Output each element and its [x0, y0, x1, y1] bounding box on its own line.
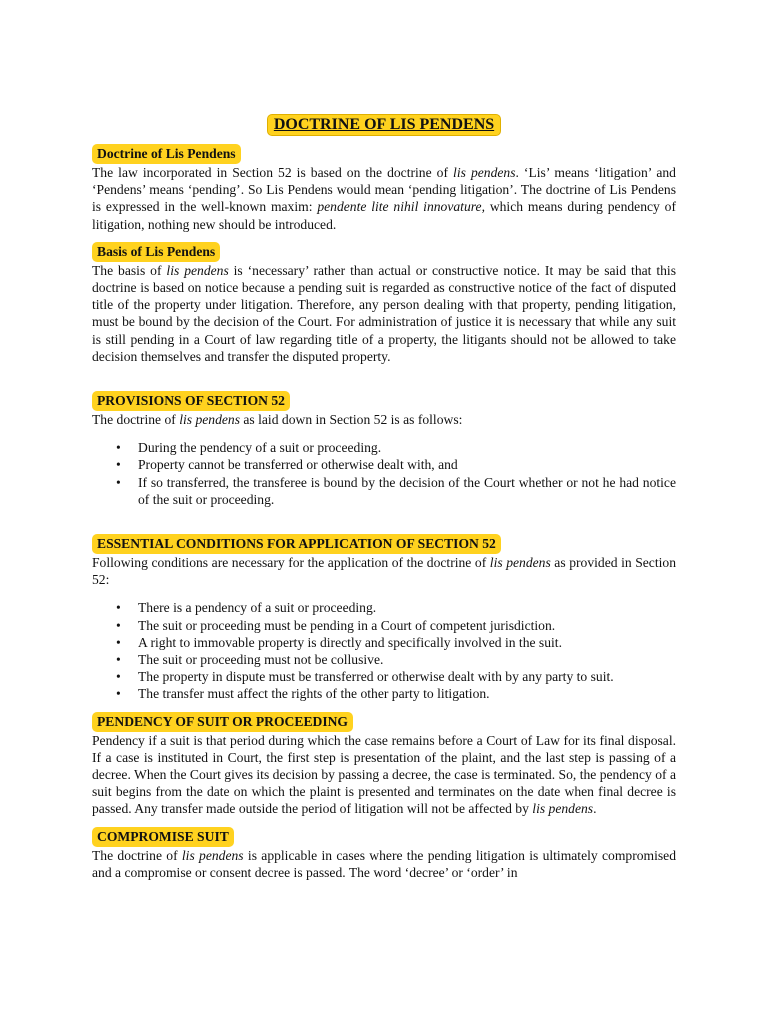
text-run: Following conditions are necessary for the application of the doctrine of	[92, 555, 490, 571]
sections-container	[92, 144, 676, 881]
list-item: • Property cannot be transferred or otherwise dealt with, and	[138, 456, 676, 473]
section-heading-text: COMPROMISE SUIT	[92, 827, 234, 847]
italic-term: lis pendens	[166, 262, 229, 278]
italic-term: lis pendens	[489, 555, 551, 571]
section-paragraph	[92, 262, 676, 365]
section	[92, 242, 676, 365]
section-heading	[92, 534, 676, 554]
section-heading-text: ESSENTIAL CONDITIONS FOR APPLICATION OF SECTION 52	[92, 534, 501, 554]
section	[92, 391, 676, 508]
list-item: • The suit or proceeding must be pending in a Court of competent jurisdiction.	[138, 617, 676, 634]
section-paragraph	[92, 847, 676, 881]
section-heading	[92, 242, 676, 262]
list-item: • During the pendency of a suit or proceeding.	[138, 439, 676, 456]
text-run: The doctrine of	[92, 847, 182, 863]
section-heading	[92, 712, 676, 732]
section-heading-text: Doctrine of Lis Pendens	[92, 144, 241, 164]
text-run: Pendency if a suit is that period during which the case remains before a Court of Law for its final disposal. If a case is instituted in Court, the first step is presentation of the plaint, and the last step is passing of a decree. When the Court gives its decision by passing a decree, the case is terminated. So, the pendency of a suit begins from the date on which the plaint is presented and terminates on the date when final decree is passed. Any transfer made outside the period of litigation will not be affected by	[92, 732, 676, 817]
section-paragraph	[92, 732, 676, 818]
italic-term: lis pendens	[181, 847, 244, 863]
italic-term: lis pendens	[532, 801, 594, 817]
document-title-text: DOCTRINE OF LIS PENDENS	[267, 114, 501, 136]
text-run: is ‘necessary’ rather than actual or constructive notice. It may be said that this doctrine is based on notice because a pending suit is regarded as constructive notice of the fact of disputed title of the property under litigation. Therefore, any person dealing with that property, pending litigation, must be bound by the decision of the Court. For administration of justice it is necessary that while any suit is still pending in a Court of law regarding title of a property, the litigants should not be allowed to take decision themselves and transfer the disputed property.	[92, 262, 676, 364]
text-run: .	[593, 801, 597, 817]
section-heading	[92, 391, 676, 411]
section	[92, 712, 676, 818]
text-run: . ‘Lis’ means ‘litigation’ and ‘Pendens’ means ‘pending’. So Lis Pendens would mean ‘pending litigation’. The doctrine of Lis Pendens is expressed in the well-known maxim:	[92, 165, 676, 215]
section-heading	[92, 827, 676, 847]
list-item: • The suit or proceeding must not be collusive.	[138, 651, 676, 668]
text-run: which means during pendency of litigation, nothing new should be introduced.	[92, 199, 677, 232]
document-body	[92, 114, 676, 890]
section	[92, 144, 676, 233]
section-paragraph	[92, 411, 676, 428]
text-run: is applicable in cases where the pending litigation is ultimately compromised and a compromise or consent decree is passed. The word ‘decree’ or ‘order’ in	[92, 847, 676, 880]
section-heading-text: PENDENCY OF SUIT OR PROCEEDING	[92, 712, 353, 732]
section-heading	[92, 144, 676, 164]
document-title	[92, 114, 676, 136]
text-run: The basis of	[92, 262, 167, 278]
section-paragraph	[92, 554, 676, 588]
italic-term: lis pendens	[179, 412, 240, 428]
list-item: • There is a pendency of a suit or proceeding.	[138, 599, 676, 616]
text-run: The law incorporated in Section 52 is based on the doctrine of	[92, 165, 454, 180]
list-item: • If so transferred, the transferee is bound by the decision of the Court whether or not he had notice of the suit or proceeding.	[138, 474, 676, 508]
italic-term: lis pendens	[453, 165, 516, 180]
section-heading-text: Basis of Lis Pendens	[92, 242, 220, 262]
text-run: as laid down in Section 52 is as follows:	[240, 412, 463, 428]
section	[92, 827, 676, 881]
text-run: as provided in Section 52:	[92, 555, 676, 588]
section-paragraph	[92, 164, 676, 233]
bullet-list	[92, 439, 676, 508]
bullet-list	[92, 599, 676, 702]
italic-term: pendente lite nihil innovature,	[317, 199, 485, 215]
text-run: The doctrine of	[92, 412, 180, 428]
list-item: • The property in dispute must be transferred or otherwise dealt with by any party to suit.	[138, 668, 676, 685]
section	[92, 534, 676, 703]
section-heading-text: PROVISIONS OF SECTION 52	[92, 391, 290, 411]
list-item: • A right to immovable property is directly and specifically involved in the suit.	[138, 634, 676, 651]
list-item: • The transfer must affect the rights of the other party to litigation.	[138, 685, 676, 702]
